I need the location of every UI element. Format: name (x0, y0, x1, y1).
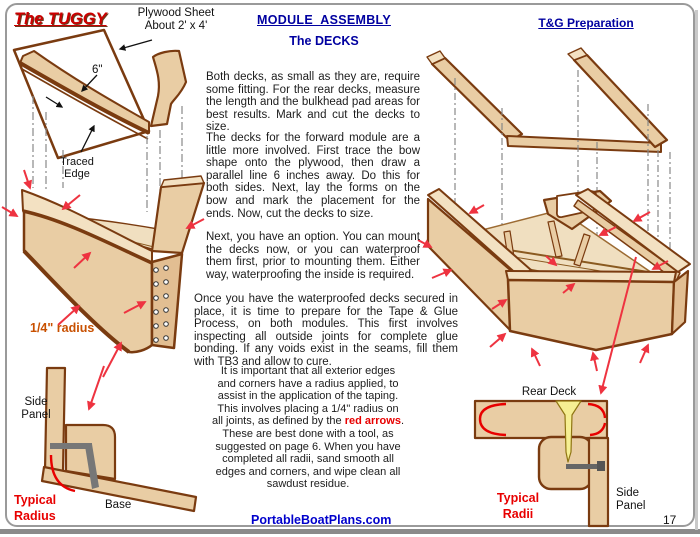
side-panel-left-label: Side Panel (21, 396, 51, 421)
plywood-sheet-label: Plywood Sheet About 2' x 4' (137, 7, 215, 32)
forward-module-drawing (2, 170, 204, 409)
typical-radii-label: Typical Radii (496, 491, 540, 521)
plywood-sheet-drawing (14, 30, 186, 212)
rear-module-drawing (418, 189, 690, 393)
paragraph-tape-glue: Once you have the waterproofed decks secured in place, it is time to prepare for the Tape & Glue Process, on both modules. This first involves inspecting all outside joints for complete glue bonding. If any voids exist in the seams, fill them with TB3 and allow to cure. (194, 293, 458, 368)
rear-deck-label: Rear Deck (521, 386, 577, 398)
page-number: 17 (663, 513, 677, 527)
corner-detail-drawing (42, 368, 196, 511)
red-arrows-text: red arrows (344, 415, 401, 428)
base-label: Base (105, 499, 132, 511)
typical-radius-label: Typical Radius (14, 493, 57, 523)
paragraph-fitting: Both decks, as small as they are, require some fitting. For the rear decks, measure the length and the bulkhead pad areas for best results. Mark and cut the decks to size. (206, 71, 420, 134)
traced-edge-label: Traced Edge (60, 156, 94, 181)
six-inch-label: 6" (92, 64, 103, 76)
page-title: The TUGGY (14, 10, 107, 28)
side-panel-right-label: Side Panel (616, 487, 646, 512)
quarter-radius-label: 1/4" radius (30, 321, 95, 335)
section-subheading: The DECKS (289, 34, 359, 48)
tg-preparation-heading: T&G Preparation (538, 16, 634, 30)
section-heading: MODULE ASSEMBLY (257, 13, 391, 27)
radius-text-before: It is important that all exterior edges and corners have a radius applied, to assist in the application of the taping. This involves placing a 1/4" radius on all joints, as defined by the (212, 365, 399, 428)
paragraph-forward-module: The decks for the forward module are a little more involved. First trace the bow shape onto the plywood, then draw a parallel line 6 inches away. Do this for both sides. Next, lay the forms on the bow and mark the placement for the ends. Now, cut the decks to size. (206, 132, 420, 220)
site-link[interactable]: PortableBoatPlans.com (251, 513, 392, 527)
paragraph-option: Next, you have an option. You can mount the decks now, or you can waterproof them first, prior to mounting them. Either way, waterproofing the inside is required. (206, 231, 420, 281)
radius-text-after: . These are best done with a tool, as suggested on page 6. When you have completed all radii, sand smooth all edges and corners, and wipe clean all sawdust residue. (215, 415, 405, 491)
paragraph-radius (212, 365, 404, 491)
